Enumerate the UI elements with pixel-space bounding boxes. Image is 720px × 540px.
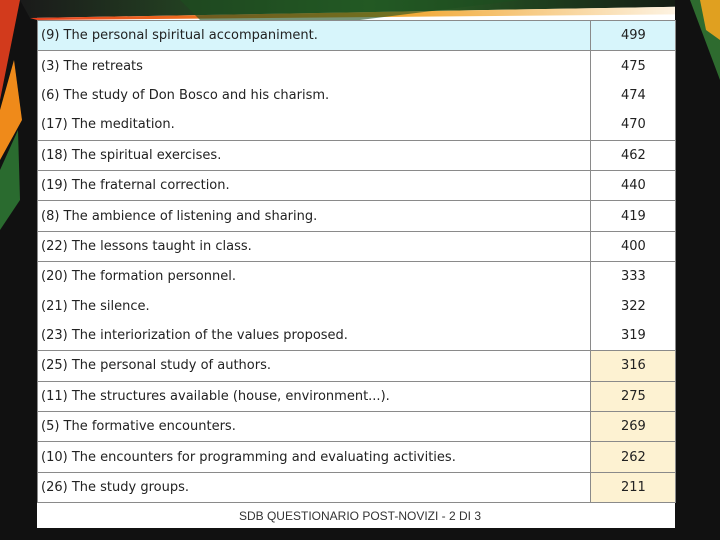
row-label: (21) The silence. (38, 292, 591, 321)
table-row (38, 381, 676, 411)
ranking-table-body (38, 21, 676, 503)
row-value: 269 (591, 412, 676, 442)
table-row (38, 321, 676, 351)
table-row (38, 292, 676, 321)
row-label: (10) The encounters for programming and evaluating activities. (38, 442, 591, 472)
row-value: 322 (591, 292, 676, 321)
row-label: (18) The spiritual exercises. (38, 140, 591, 170)
row-value: 400 (591, 231, 676, 261)
table-row (38, 351, 676, 381)
table-row (38, 472, 676, 502)
row-label: (25) The personal study of authors. (38, 351, 591, 381)
row-value: 419 (591, 201, 676, 231)
row-value: 440 (591, 170, 676, 200)
table-row (38, 442, 676, 472)
table-row (38, 140, 676, 170)
row-value: 262 (591, 442, 676, 472)
row-label: (19) The fraternal correction. (38, 170, 591, 200)
slide-footer: SDB QUESTIONARIO POST-NOVIZI - 2 DI 3 (238, 509, 482, 523)
row-label: (6) The study of Don Bosco and his charism. (38, 81, 591, 110)
row-label: (8) The ambience of listening and sharing. (38, 201, 591, 231)
table-row (38, 231, 676, 261)
ranking-table-container (37, 20, 675, 503)
row-value: 475 (591, 51, 676, 81)
row-label: (17) The meditation. (38, 110, 591, 140)
row-label: (22) The lessons taught in class. (38, 231, 591, 261)
row-label: (26) The study groups. (38, 472, 591, 502)
row-label: (9) The personal spiritual accompaniment. (38, 21, 591, 51)
row-value: 499 (591, 21, 676, 51)
row-value: 462 (591, 140, 676, 170)
row-value: 211 (591, 472, 676, 502)
table-row (38, 110, 676, 140)
row-label: (20) The formation personnel. (38, 262, 591, 292)
table-row (38, 81, 676, 110)
row-value: 275 (591, 381, 676, 411)
table-row (38, 412, 676, 442)
table-row (38, 51, 676, 81)
table-row (38, 262, 676, 292)
table-row (38, 201, 676, 231)
table-row (38, 21, 676, 51)
row-value: 470 (591, 110, 676, 140)
table-row (38, 170, 676, 200)
row-label: (3) The retreats (38, 51, 591, 81)
row-value: 319 (591, 321, 676, 351)
row-value: 474 (591, 81, 676, 110)
row-value: 316 (591, 351, 676, 381)
row-label: (23) The interiorization of the values proposed. (38, 321, 591, 351)
ranking-table (37, 20, 676, 503)
row-label: (11) The structures available (house, environment...). (38, 381, 591, 411)
row-value: 333 (591, 262, 676, 292)
row-label: (5) The formative encounters. (38, 412, 591, 442)
